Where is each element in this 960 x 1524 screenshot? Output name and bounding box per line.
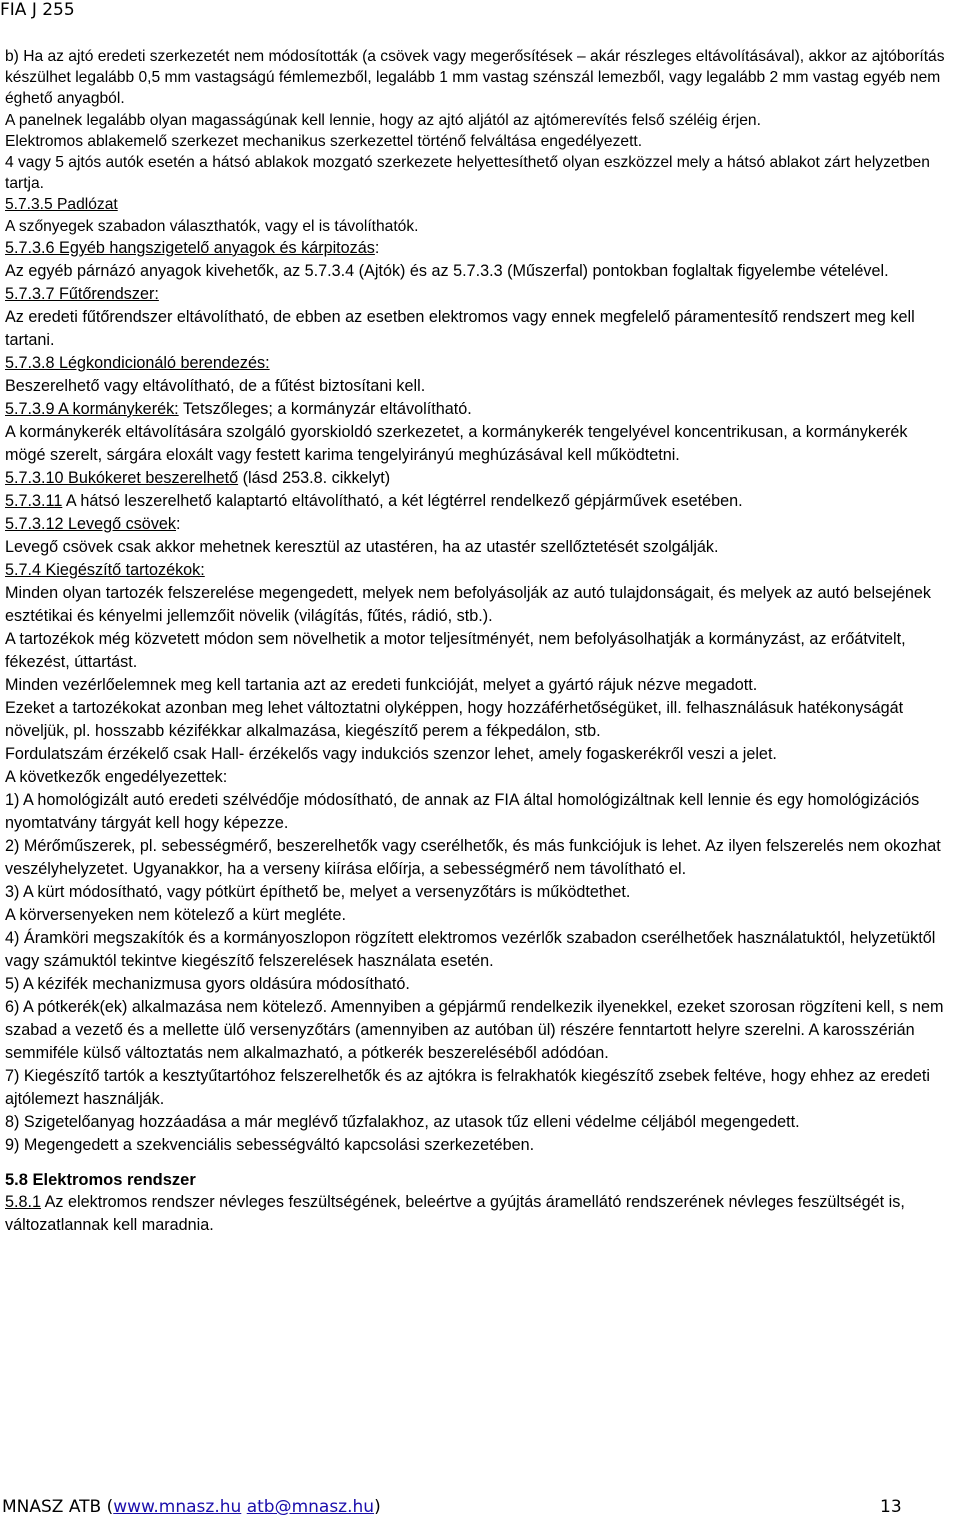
section-body: Beszerelhető vagy eltávolítható, de a fűtést biztosítani kell.	[5, 376, 426, 395]
intro-paragraph: Elektromos ablakemelő szerkezet mechanikus szerkezettel történő felváltása engedélyezett.	[5, 132, 643, 150]
section-paragraph: A következők engedélyezettek:	[5, 767, 228, 786]
section-5-7-3-12	[5, 513, 951, 559]
section-inline-text: (lásd 253.8. cikkelyt)	[238, 468, 391, 487]
section-number: 5.7.3.	[5, 284, 46, 303]
page-header-code: FIA J 255	[0, 0, 75, 20]
list-item: 8) Szigetelőanyag hozzáadása a már meglévő tűzfalakhoz, az utasok tűz elleni védelme céljából megengedett.	[5, 1112, 800, 1131]
section-title: 5 Padlózat	[44, 196, 118, 214]
section-number: 5.7.3.	[5, 196, 45, 214]
section-title: 6 Egyéb hangszigetelő anyagok és kárpitozás	[45, 238, 375, 257]
section-title: 12 Levegő csövek	[45, 514, 177, 533]
section-heading	[5, 513, 951, 536]
section-paragraph: Minden vezérlőelemnek meg kell tartania azt az eredeti funkcióját, melyet a gyártó rájuk nézve megadott.	[5, 675, 758, 694]
section-5-8-1	[5, 1191, 951, 1237]
section-heading	[5, 398, 951, 421]
section-heading	[5, 237, 951, 260]
section-paragraph: Minden olyan tartozék felszerelése megengedett, melyek nem befolyásolják az autó tulajdonságait, és melyek az autó belsejének esztétikai és kényelmi jellemzőit növelik (világítás, fűtés, rádió, stb.).	[5, 583, 931, 625]
section-number: 5.7.3.	[5, 238, 46, 257]
section-heading	[5, 352, 951, 375]
section-heading	[5, 490, 951, 513]
section-paragraph: A tartozékok még közvetett módon sem növelhetik a motor teljesítményét, nem befolyásolhatják a kormányzást, az erőátvitelt, fékezést, úttartást.	[5, 629, 906, 671]
section-title: 7 Fűtőrendszer:	[45, 284, 159, 303]
website-link[interactable]: www.mnasz.hu	[113, 1497, 242, 1517]
section-paragraph: Ezeket a tartozékokat azonban meg lehet változtatni olyképpen, hogy hozzáférhetőségüket, ill. felhasználásuk hatékonyságát növeljük, pl. hosszabb kézifékkar alkalmazása, kiegészítő perem a fékpedálon, stb.	[5, 698, 904, 740]
section-inline-text: Az elektromos rendszer névleges feszültségének, beleértve a gyújtás áramellátó rendszerének névleges feszültségét is, változatlannak kell maradnia.	[5, 1192, 905, 1234]
section-heading	[5, 467, 951, 490]
list-item: 9) Megengedett a szekvenciális sebességváltó kapcsolási szerkezetében.	[5, 1135, 535, 1154]
section-title: 11	[45, 491, 63, 510]
list-item: 6) A pótkerék(ek) alkalmazása nem kötelező. Amennyiben a gépjármű rendelkezik ilyenekkel, ezeket szorosan rögzíteni kell, s nem szabad a vezető és a mellette ülő versenyzőtárs (amennyiben az autóban ül) részére fenntartott helyre szerelni. A karosszérián semmiféle külső változtatás nem alkalmazható, a pótkerék beszereléséből adódóan.	[5, 997, 944, 1062]
intro-paragraph: b) Ha az ajtó eredeti szerkezetét nem módosították (a csövek vagy megerősítések – akár részleges eltávolításával), akkor az ajtóborítás készülhet legalább 0,5 mm vastagságú fémlemezből, legalább 1 mm vastag szénszál lemezből, vagy legalább 2 mm vastag egyéb nem éghető anyagból.	[5, 48, 945, 108]
document-body	[5, 46, 951, 1237]
list-item: 4) Áramköri megszakítók és a kormányoszlopon rögzített elektromos vezérlők szabadon cserélhetőek használatuktól, helyzetüktől vagy számuktól tekintve kiegészítő felszerelések használata esetén.	[5, 928, 936, 970]
section-5-7-3-11	[5, 490, 951, 513]
section-5-7-3-9	[5, 398, 951, 467]
page-footer	[2, 1497, 902, 1517]
section-5-7-3-5	[5, 194, 951, 236]
email-link[interactable]: atb@mnasz.hu	[246, 1497, 375, 1517]
section-paragraph: Fordulatszám érzékelő csak Hall- érzékelős vagy indukciós szenzor lehet, amely fogaskerékről veszi a jelet.	[5, 744, 777, 763]
section-title: 8 Légkondicionáló berendezés:	[45, 353, 270, 372]
list-item: A körversenyeken nem kötelező a kürt megléte.	[5, 905, 347, 924]
section-number: 5.7.3.	[5, 399, 46, 418]
section-5-8-heading: 5.8 Elektromos rendszer	[5, 1170, 196, 1189]
section-body: Az eredeti fűtőrendszer eltávolítható, de ebben az esetben elektromos vagy ennek megfelelő páramentesítő rendszert meg kell tartani.	[5, 307, 915, 349]
section-number: 5.7.3.	[5, 514, 46, 533]
section-5-7-3-7	[5, 283, 951, 352]
list-item: 1) A homológizált autó eredeti szélvédője módosítható, de annak az FIA által homológizáltnak kell lennie és egy homológizációs nyomtatvány tárgyát kell hogy képezze.	[5, 790, 920, 832]
section-5-7-3-10	[5, 467, 951, 490]
section-heading	[5, 194, 951, 215]
section-body: A kormánykerék eltávolítására szolgáló gyorskioldó szerkezetet, a kormánykerék tengelyével koncentrikusan, a kormánykerék mögé szerelt, sárgára eloxált vagy festett karima tengelyirányú meghúzásával kell működtetni.	[5, 422, 908, 464]
section-title-suffix: :	[176, 514, 181, 533]
section-inline-text: A hátsó leszerelhető kalaptartó eltávolítható, a két légtérrel rendelkező gépjárművek esetében.	[62, 491, 743, 510]
section-5-8	[5, 1169, 951, 1237]
section-title-suffix: :	[374, 238, 380, 257]
section-body: Levegő csövek csak akkor mehetnek keresztül az utastéren, ha az utastér szellőztetését szolgálják.	[5, 537, 719, 556]
section-number: 5.7.3.	[5, 491, 46, 510]
section-number: 5.7.3.	[5, 468, 46, 487]
intro-block	[5, 46, 951, 194]
section-title: 10 Bukókeret beszerelhető	[45, 468, 239, 487]
section-title: 9 A kormánykerék:	[45, 399, 179, 418]
section-body: A szőnyegek szabadon választhatók, vagy el is távolíthatók.	[5, 217, 419, 235]
section-number: 5.7.3.	[5, 353, 46, 372]
section-5-7-3-8	[5, 352, 951, 398]
section-5-7-3-6	[5, 237, 951, 283]
page-number: 13	[880, 1497, 902, 1517]
footer-prefix: MNASZ ATB (	[2, 1497, 114, 1517]
section-heading	[5, 283, 951, 306]
section-body: Az egyéb párnázó anyagok kivehetők, az 5.7.3.4 (Ajtók) és az 5.7.3.3 (Műszerfal) pontokban foglaltak figyelembe vételével.	[5, 261, 889, 280]
list-item: 7) Kiegészítő tartók a kesztyűtartóhoz felszerelhetők és az ajtókra is felrakhatók kiegészítő zsebek feltéve, hogy ehhez az eredeti ajtólemezt használják.	[5, 1066, 930, 1108]
list-item: 5) A kézifék mechanizmusa gyors oldásúra módosítható.	[5, 974, 410, 993]
section-inline-text: Tetszőleges; a kormányzár eltávolítható.	[178, 399, 472, 418]
footer-suffix: )	[374, 1497, 381, 1517]
intro-paragraph: 4 vagy 5 ajtós autók esetén a hátsó ablakok mozgató szerkezete helyettesíthető olyan eszközzel mely a hátsó ablakot zárt helyzetben tartja.	[5, 154, 930, 193]
section-number: 5.8.1	[5, 1192, 42, 1211]
list-item: 2) Mérőműszerek, pl. sebességmérő, beszerelhetők vagy cserélhetők, és más funkciójuk is lehet. Az ilyen felszerelés nem okozhat veszélyhelyzetet. Ugyanakkor, ha a verseny kiírása előírja, a sebességmérő nem távolítható el.	[5, 836, 941, 878]
section-5-7-4	[5, 559, 951, 1157]
list-item: 3) A kürt módosítható, vagy pótkürt építhető be, melyet a versenyzőtárs is működtethet.	[5, 882, 631, 901]
section-heading: 5.7.4 Kiegészítő tartozékok:	[5, 560, 205, 579]
intro-paragraph: A panelnek legalább olyan magasságúnak kell lennie, hogy az ajtó aljától az ajtómerevítés felső széléig érjen.	[5, 111, 761, 129]
